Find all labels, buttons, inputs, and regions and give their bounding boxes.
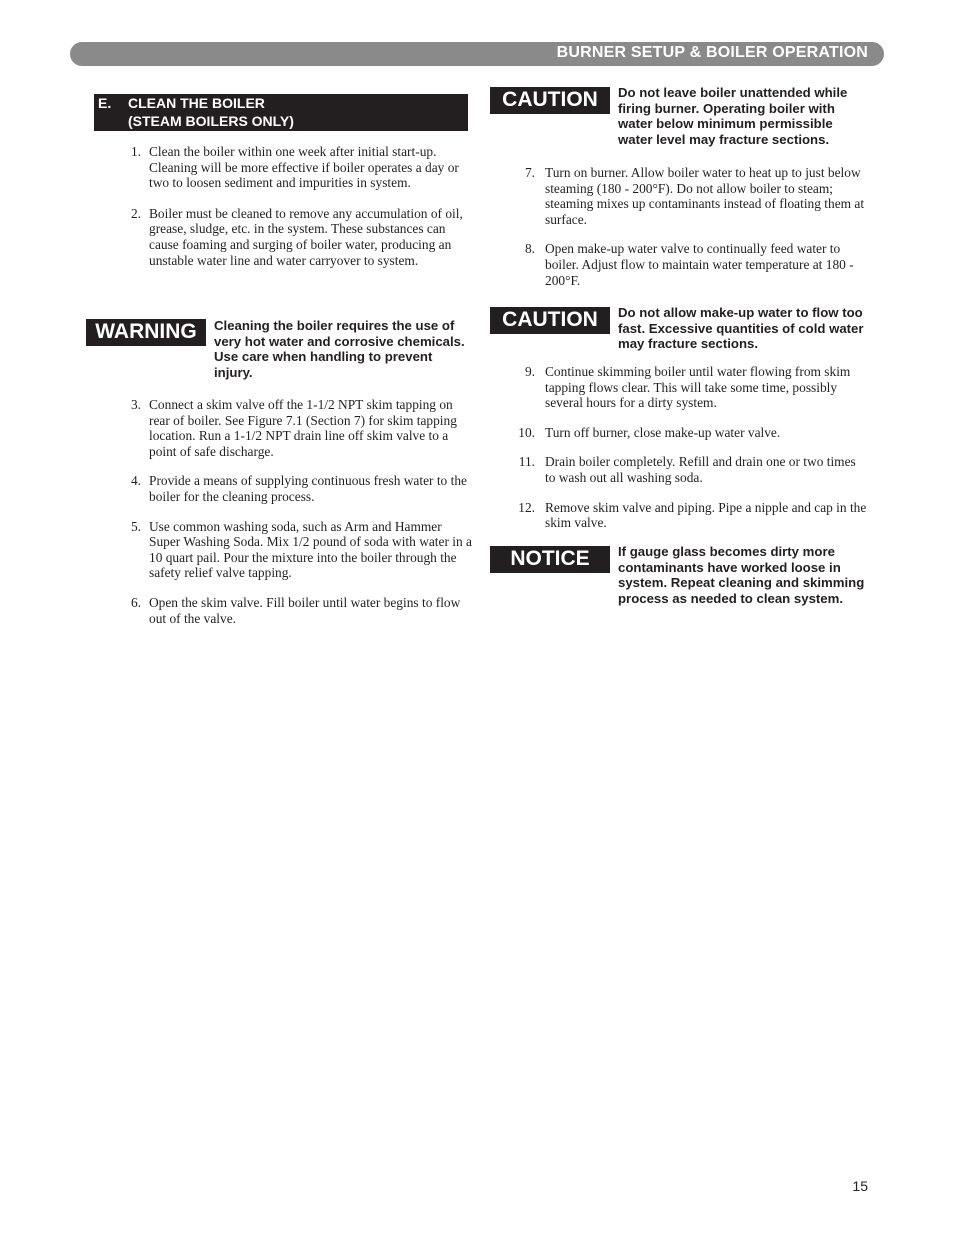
section-title-line2: (STEAM BOILERS ONLY) bbox=[128, 113, 294, 129]
item-text: Open the skim valve. Fill boiler until water begins to flow out of the valve. bbox=[149, 594, 461, 626]
item-text: Turn on burner. Allow boiler water to heat up to just below steaming (180 - 200°F). Do not allow boiler to steam; steaming mixes up contaminants instead of floating them at surface. bbox=[545, 165, 865, 227]
item-text: Provide a means of supplying continuous fresh water to the boiler for the cleaning process. bbox=[149, 473, 467, 504]
item-number: 1. bbox=[130, 144, 141, 159]
item-text: Boiler must be cleaned to remove any accumulation of oil, grease, sludge, etc. in the system. These substances can cause foaming and surging of boiler water, producing an unstable water line and water carryover to system. bbox=[149, 205, 463, 268]
page-number: 15 bbox=[852, 1178, 868, 1194]
notice-text: If gauge glass becomes dirty more contaminants have worked loose in system. Repeat cleaning and skimming process as needed to clean system. bbox=[618, 544, 865, 607]
warning-text: Cleaning the boiler requires the use of very hot water and corrosive chemicals. Use care when handling to prevent injury. bbox=[214, 318, 465, 381]
item-text: Turn off burner, close make-up water valve. bbox=[545, 424, 781, 440]
list-item bbox=[122, 206, 472, 268]
item-number: 11. bbox=[518, 454, 535, 470]
steps-list-left-a bbox=[122, 144, 472, 268]
caution-text: Do not allow make-up water to flow too fast. Excessive quantities of cold water may fracture sections. bbox=[618, 305, 864, 352]
item-number: 10. bbox=[518, 424, 535, 440]
section-header-bar bbox=[70, 42, 884, 66]
item-text: Remove skim valve and piping. Pipe a nipple and cap in the skim valve. bbox=[545, 499, 867, 531]
item-text: Open make-up water valve to continually feed water to boiler. Adjust flow to maintain water temperature at 180 - 200°F. bbox=[545, 241, 854, 288]
caution-callout-1 bbox=[490, 85, 870, 151]
item-number: 6. bbox=[130, 594, 141, 610]
list-item bbox=[516, 454, 868, 485]
warning-callout bbox=[86, 318, 470, 384]
item-number: 7. bbox=[524, 165, 535, 180]
item-number: 5. bbox=[130, 518, 141, 534]
steps-list-right-a bbox=[516, 165, 868, 288]
steps-list-left-b bbox=[122, 397, 472, 626]
header-title: BURNER SETUP & BOILER OPERATION bbox=[556, 44, 868, 61]
list-item bbox=[122, 473, 472, 504]
item-text: Clean the boiler within one week after initial start-up. Cleaning will be more effective if boiler operates a day or two to loosen sediment and impurities in system. bbox=[149, 144, 459, 191]
notice-label: NOTICE bbox=[490, 546, 610, 573]
item-text: Drain boiler completely. Refill and drain one or two times to wash out all washing soda. bbox=[545, 454, 856, 485]
item-number: 3. bbox=[130, 397, 141, 412]
caution-callout-2 bbox=[490, 305, 870, 355]
item-number: 12. bbox=[518, 499, 535, 515]
list-item bbox=[122, 595, 472, 626]
section-title-line1: CLEAN THE BOILER bbox=[128, 95, 265, 111]
list-item bbox=[122, 397, 472, 459]
item-number: 8. bbox=[524, 241, 535, 257]
item-number: 2. bbox=[130, 205, 141, 221]
section-title bbox=[128, 94, 294, 130]
item-text: Continue skimming boiler until water flowing from skim tapping flows clear. This will take some time, possibly several hours for a dirty system. bbox=[545, 364, 851, 411]
caution-text: Do not leave boiler unattended while firing burner. Operating boiler with water below minimum permissible water level may fracture sections. bbox=[618, 85, 848, 148]
list-item bbox=[516, 364, 868, 411]
caution-label: CAUTION bbox=[490, 87, 610, 114]
list-item bbox=[516, 500, 868, 531]
warning-label: WARNING bbox=[86, 319, 206, 346]
section-letter: E. bbox=[98, 95, 112, 111]
list-item bbox=[516, 241, 868, 288]
list-item bbox=[516, 425, 868, 441]
item-number: 4. bbox=[130, 473, 141, 489]
item-text: Use common washing soda, such as Arm and Hammer Super Washing Soda. Mix 1/2 pound of soda with water in a 10 quart pail. Pour the mixture into the boiler through the safety relief valve tapping. bbox=[149, 518, 472, 581]
steps-list-right-b bbox=[516, 364, 868, 531]
notice-callout bbox=[490, 544, 870, 626]
list-item bbox=[122, 144, 472, 191]
item-text: Connect a skim valve off the 1-1/2 NPT skim tapping on rear of boiler. See Figure 7.1 (Section 7) for skim tapping location. Run a 1-1/2 NPT drain line off skim valve to a point of safe discharge. bbox=[149, 397, 457, 459]
list-item bbox=[122, 519, 472, 581]
caution-label: CAUTION bbox=[490, 307, 610, 334]
section-heading bbox=[94, 94, 468, 131]
list-item bbox=[516, 165, 868, 227]
item-number: 9. bbox=[524, 364, 535, 379]
